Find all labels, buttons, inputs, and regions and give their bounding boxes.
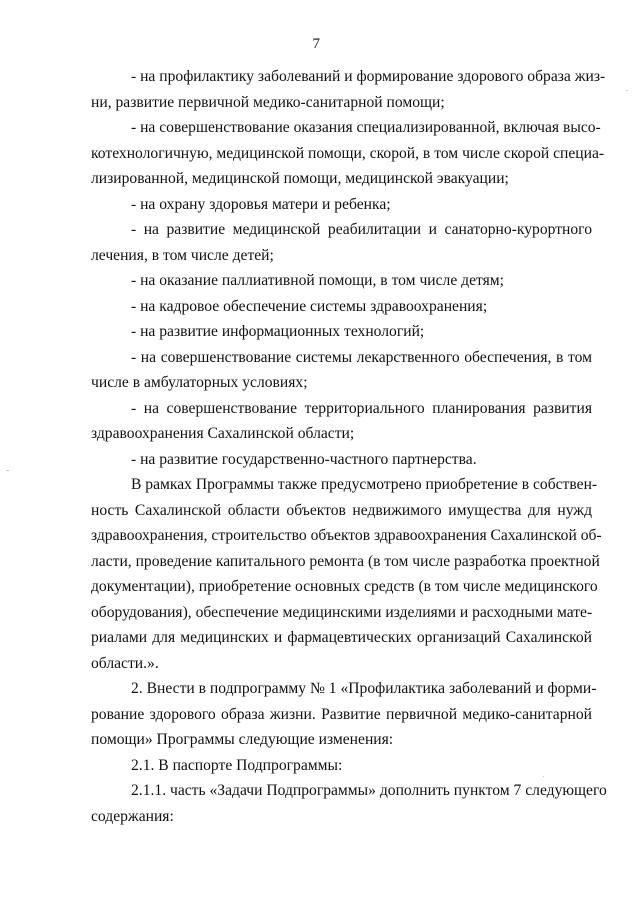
page-number: 7 <box>312 36 321 52</box>
text-line: области.». <box>91 654 159 672</box>
text-line: здравоохранения, строительство объектов здравоохранения Сахалинской об- <box>91 527 602 544</box>
text-line: оборудования), обеспечение медицинскими изделиями и расходными мате- <box>91 603 593 621</box>
scan-mark <box>6 470 9 471</box>
text-line: - на кадровое обеспечение системы здравоохранения; <box>131 297 488 315</box>
text-line: - на совершенствование системы лекарственного обеспечения, в том <box>131 348 592 366</box>
text-line: здравоохранения Сахалинской области; <box>91 425 355 442</box>
text-line: 2.1.1. часть «Задачи Подпрограммы» дополнить пунктом 7 следующего <box>131 782 607 799</box>
text-line: ласти, проведение капитального ремонта (в том числе разработка проектной <box>91 552 600 570</box>
scan-mark <box>543 776 544 777</box>
text-line: - на оказание паллиативной помощи, в том числе детям; <box>131 272 504 289</box>
scan-mark <box>626 90 628 91</box>
text-line: ность Сахалинской области объектов недвижимого имущества для нужд <box>91 501 592 519</box>
document-body <box>91 64 607 829</box>
text-line: лечения, в том числе детей; <box>91 246 274 264</box>
text-line: - на развитие медицинской реабилитации и санаторно-курортного <box>131 221 592 238</box>
text-line: числе в амбулаторных условиях; <box>91 374 308 391</box>
text-line: - на охрану здоровья матери и ребенка; <box>131 195 391 213</box>
text-line: - на развитие информационных технологий; <box>131 323 425 340</box>
text-line: ни, развитие первичной медико-санитарной помощи; <box>91 93 445 111</box>
text-line: - на профилактику заболеваний и формирование здорового образа жиз- <box>131 68 606 85</box>
text-line: В рамках Программы также предусмотрено приобретение в собствен- <box>131 476 598 493</box>
text-line: 2.1. В паспорте Подпрограммы: <box>131 756 343 774</box>
text-line: котехнологичную, медицинской помощи, скорой, в том числе скорой специа- <box>91 144 605 162</box>
text-line: содержания: <box>91 807 174 825</box>
text-line: рование здорового образа жизни. Развитие первичной медико-санитарной <box>91 705 592 723</box>
text-line: - на совершенствование территориального планирования развития <box>131 399 592 417</box>
text-line: - на развитие государственно-частного партнерства. <box>131 450 477 468</box>
text-line: 2. Внести в подпрограмму № 1 «Профилактика заболеваний и форми- <box>131 680 597 697</box>
text-line: - на совершенствование оказания специализированной, включая высо- <box>131 119 601 136</box>
text-line: риалами для медицинских и фармацевтических организаций Сахалинской <box>91 629 592 646</box>
text-line: документации), приобретение основных средств (в том числе медицинского <box>91 578 598 595</box>
text-line: помощи» Программы следующие изменения: <box>91 731 394 748</box>
text-line: лизированной, медицинской помощи, медицинской эвакуации; <box>91 170 509 187</box>
